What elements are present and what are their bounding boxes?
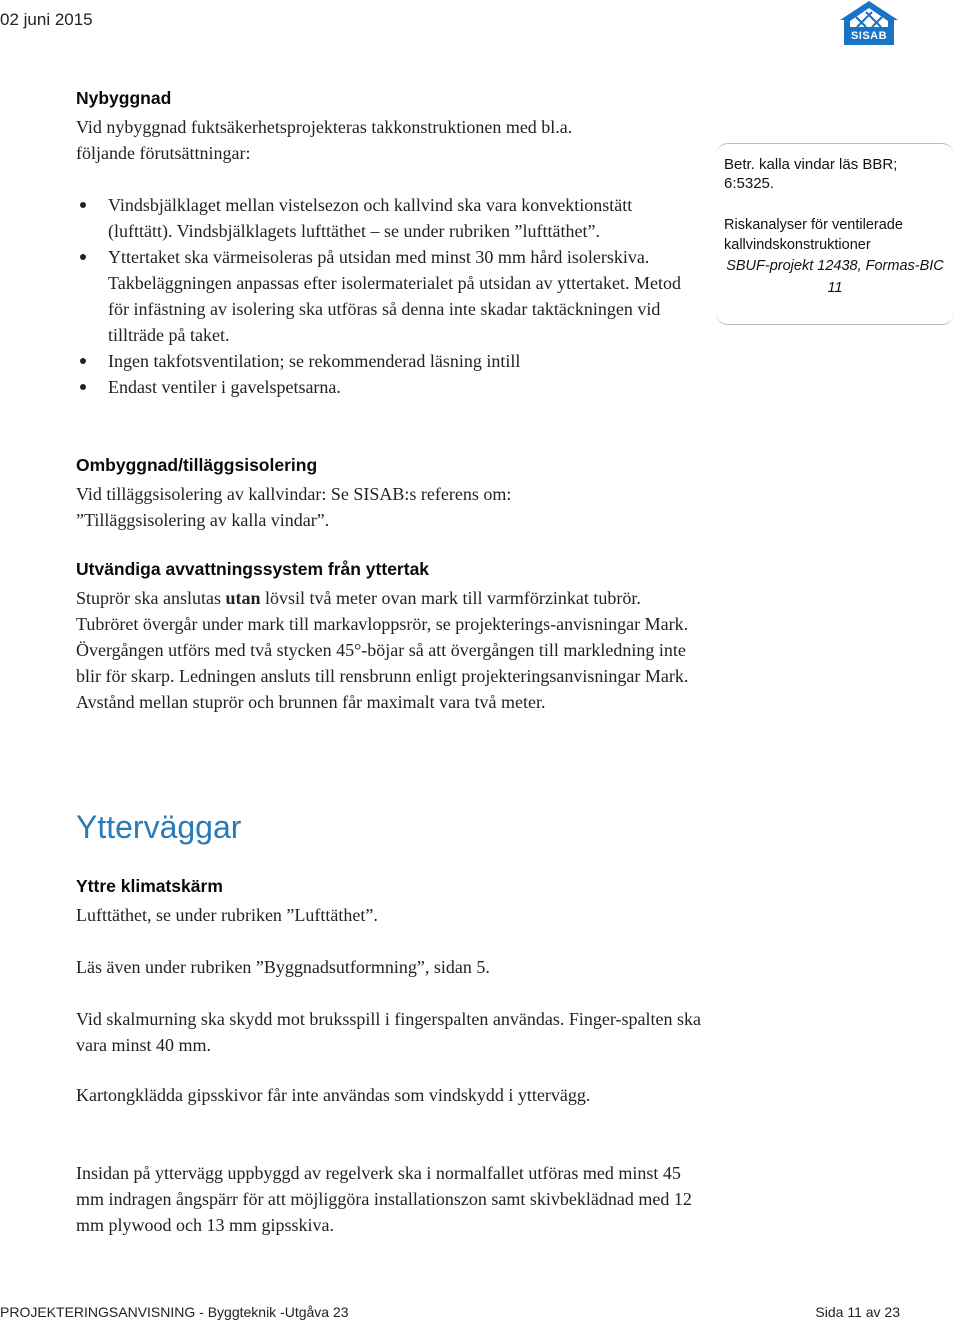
avvattning-text [76, 585, 706, 715]
avvattning-text-start: Stuprör ska anslutas [76, 588, 226, 608]
paragraph-insidan: Insidan på yttervägg uppbyggd av regelverk ska i normalfallet utföras med minst 45 mm indragen ångspärr för att möjliggöra installationszon samt skivbeklädnad med 12 mm plywood och 13 mm gipsskiva. [76, 1163, 692, 1235]
nybyggnad-intro-line1: Vid nybyggnad fuktsäkerhetsprojekteras takkonstruktionen med bl.a. [76, 117, 573, 137]
paragraph-byggnadsutformning: Läs även under rubriken ”Byggnadsutformning”, sidan 5. [76, 957, 490, 977]
paragraph-kartongkladda: Kartongklädda gipsskivor får inte användas som vindskydd i yttervägg. [76, 1085, 591, 1105]
ombyggnad-text: Vid tilläggsisolering av kallvindar: Se SISAB:s referens om: ”Tilläggsisolering av kalla vindar”. [76, 484, 512, 530]
nybyggnad-intro [76, 114, 716, 166]
heading-avvattning: Utvändiga avvattningssystem från yttertak [76, 559, 430, 579]
list-item: Vindsbjälklaget mellan vistelsezon och kallvind ska vara konvektionstätt (lufttätt). Vindsbjälklagets lufttäthet – se under rubriken ”lufttäthet”. [76, 192, 696, 244]
list-item: Ingen takfotsventilation; se rekommenderad läsning intill [76, 348, 696, 374]
avvattning-text-bold: utan [225, 588, 261, 608]
avvattning-text-end: lövsil två meter ovan mark till varmförzinkat tubrör. Tubröret övergår under mark till markavloppsrör, se projekterings-anvisningar Mark. Övergången utförs med två stycken 45°-böjar så att övergången till markledning inte blir för skarp. Ledningen ansluts till rensbrunn enligt projekteringsanvisningar Mark. Avstånd mellan stuprör och brunnen får maximalt vara två meter. [76, 588, 689, 712]
nybyggnad-bullet-list [76, 192, 696, 400]
side-note-risk: Riskanalyser för ventilerade kallvindskonstruktioner [724, 217, 903, 253]
heading-nybyggnad: Nybyggnad [76, 88, 172, 108]
heading-ombyggnad: Ombyggnad/tilläggsisolering [76, 455, 318, 475]
list-item: Endast ventiler i gavelspetsarna. [76, 374, 696, 400]
side-note-betr: Betr. kalla vindar läs BBR; 6:5325. [724, 156, 898, 192]
logo-text: SISAB [850, 30, 888, 42]
footer-doc-title: PROJEKTERINGSANVISNING - Byggteknik -Utgåva 23 [0, 1304, 349, 1320]
paragraph-skalmurning: Vid skalmurning ska skydd mot bruksspill i fingerspalten användas. Finger-spalten ska vara minst 40 mm. [76, 1009, 701, 1055]
heading-ytterväggar: Ytterväggar [76, 809, 242, 845]
sisab-logo [838, 0, 900, 46]
side-note-box [716, 143, 954, 325]
header-date: 02 juni 2015 [0, 10, 93, 29]
list-item: Yttertaket ska värmeisoleras på utsidan med minst 30 mm hård isolerskiva. Takbeläggningen anpassas efter isolermaterialet på utsidan av yttertaket. Metod för infästning av isolering ska utföras så denna inte skadar taktäckningen vid tillträde på taket. [76, 244, 696, 348]
side-note-sbuf: SBUF-projekt 12438, Formas-BIC 11 [726, 258, 944, 296]
heading-yttre-klimatskarm: Yttre klimatskärm [76, 876, 223, 896]
nybyggnad-intro-line2: följande förutsättningar: [76, 143, 251, 163]
paragraph-lufttathet: Lufttäthet, se under rubriken ”Lufttäthet”. [76, 905, 378, 925]
footer-page-number: Sida 11 av 23 [815, 1304, 900, 1320]
